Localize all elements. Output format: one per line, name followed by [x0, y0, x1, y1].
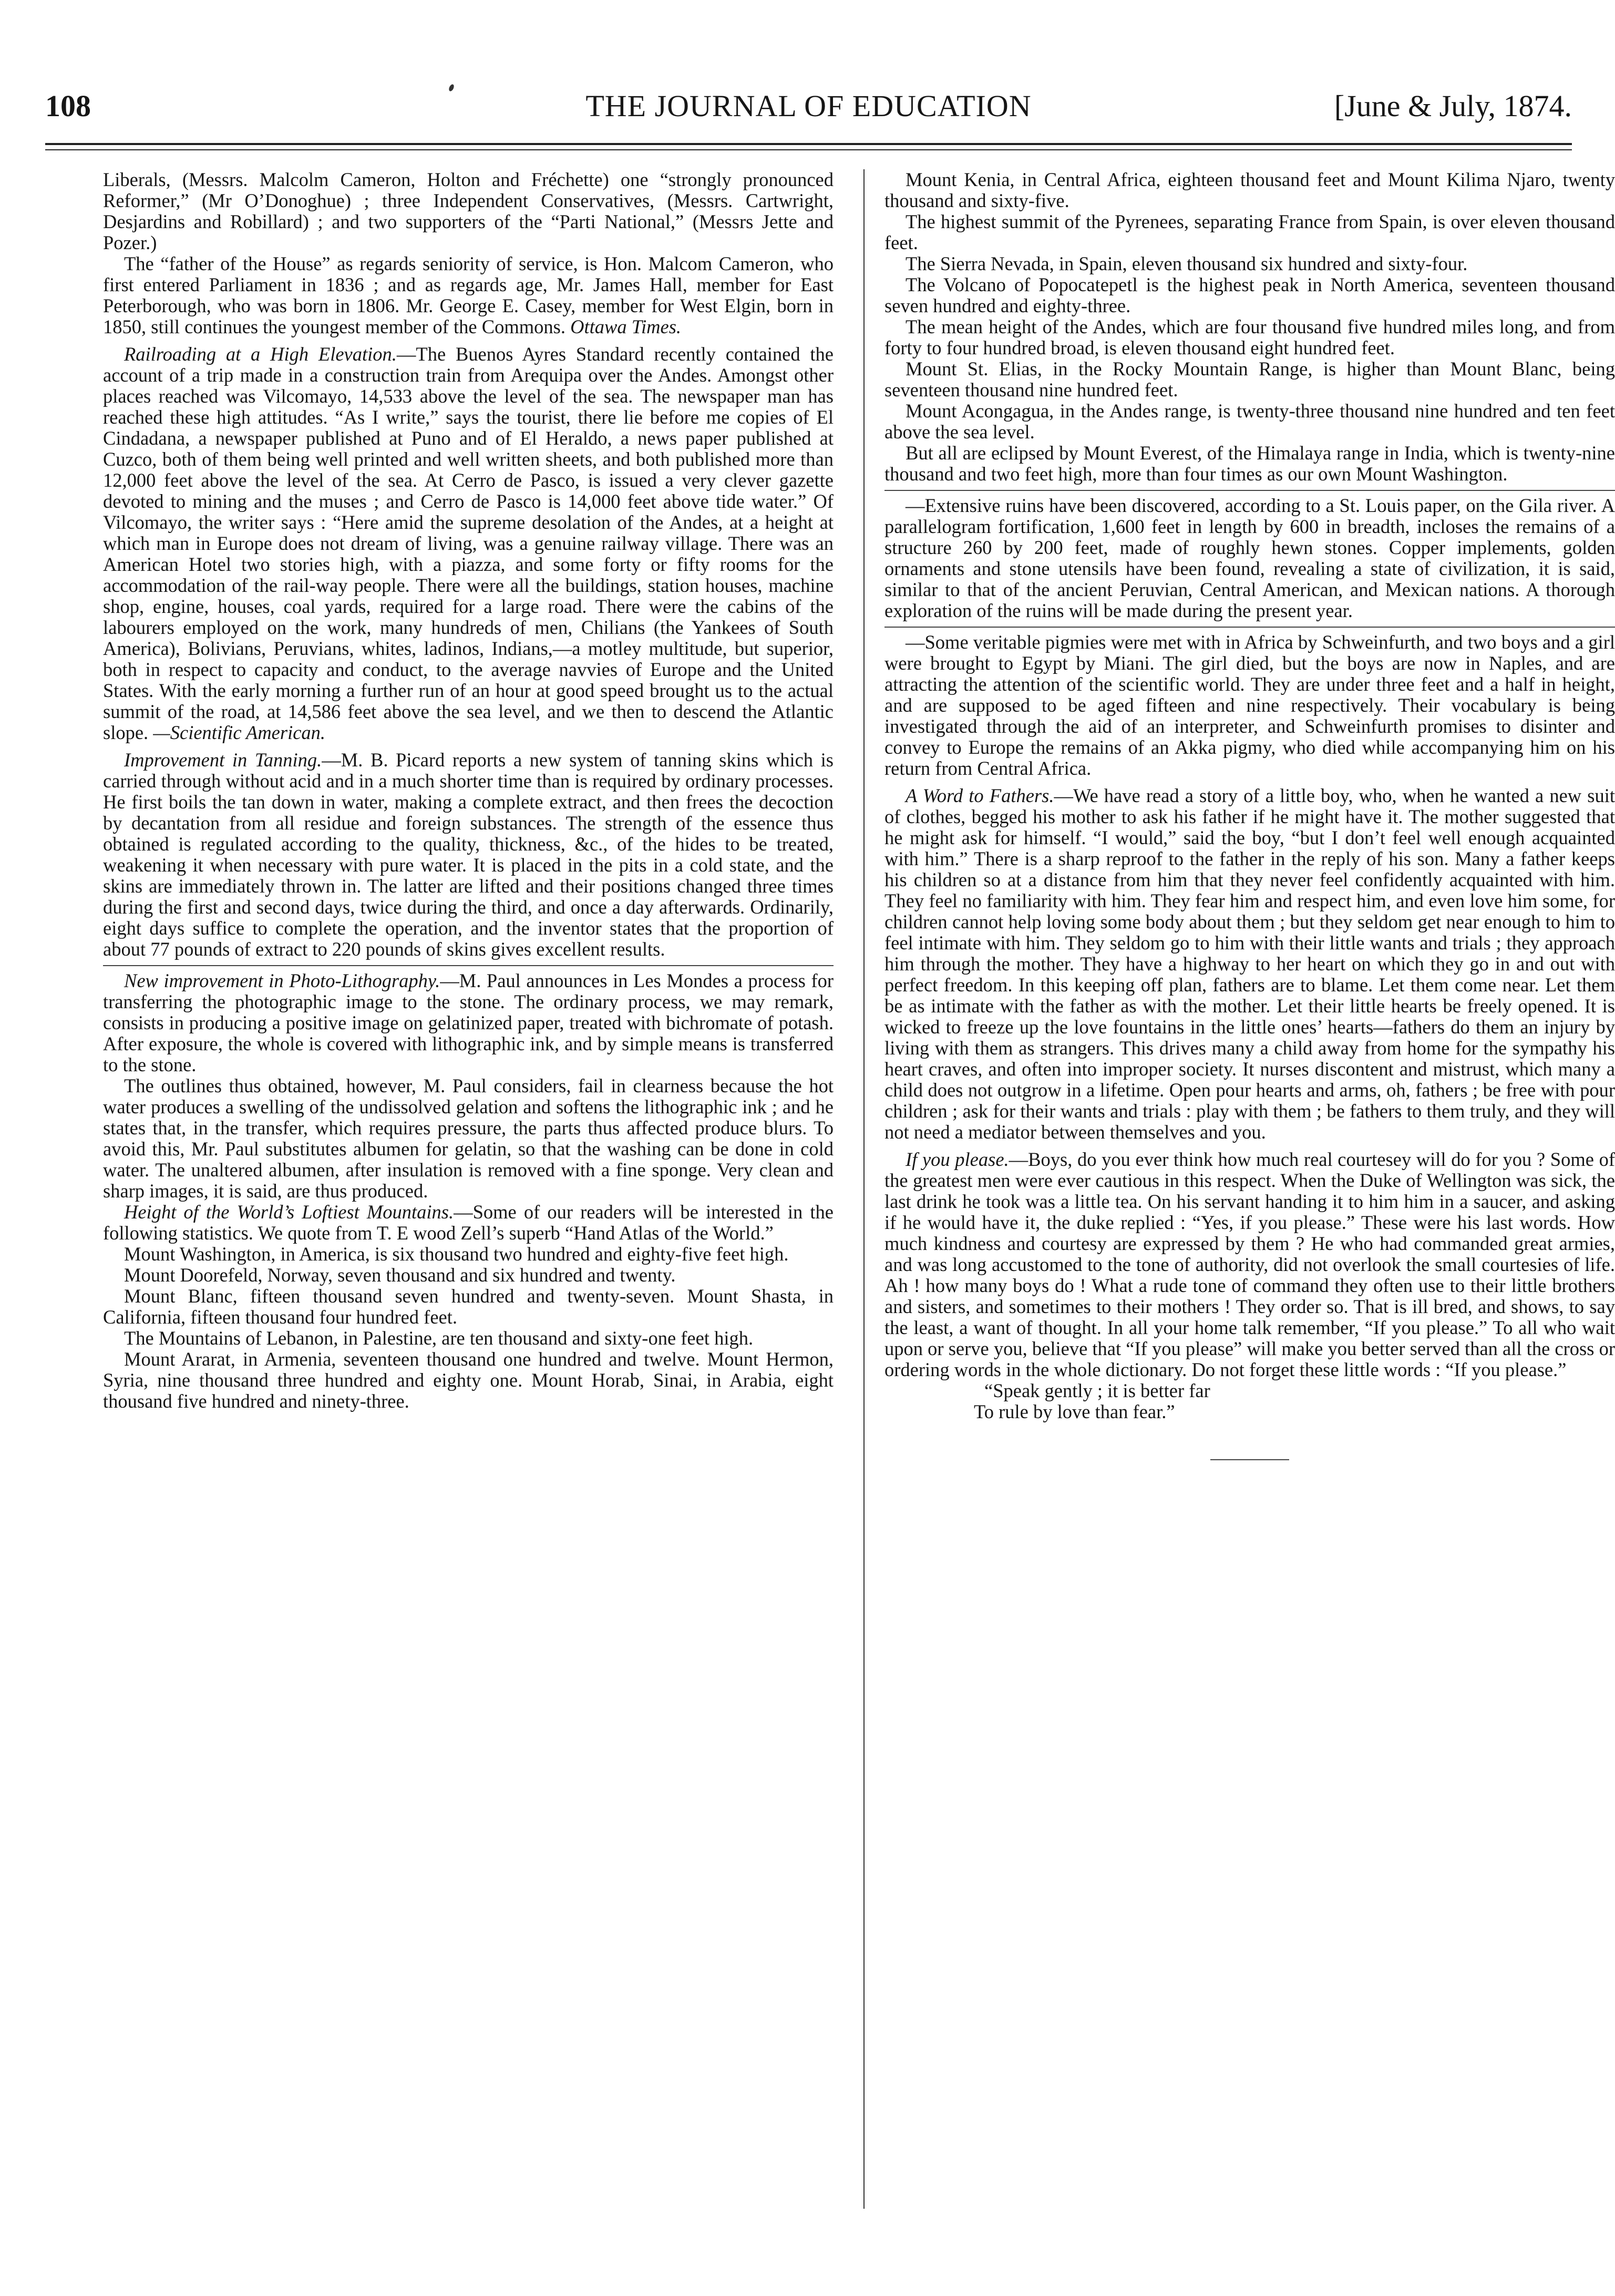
article-text: —Extensive ruins have been discovered, according to a St. Louis paper, on the Gila river. A parallelogram fortification, 1,600 feet in length by 600 in breadth, incloses the remains of a structure 260 by 200 feet, made of roughly hewn stones. Copper implements, golden ornaments and stone utensils have been found, revealing a state of civilization, it is said, similar to that of the ancient Peruvian, Central American, and Mexican nations. A thorough exploration of the ruins will be made during the present year. [884, 495, 1615, 621]
article-text: —The Buenos Ayres Standard recently contained the account of a trip made in a construction train from Arequipa over the Andes. Amongst other places reached was Vilcomayo, 14,533 above the level of the sea. The newspaper man has reached these high attitudes. “As I write,” says the tourist, there lie before me copies of El Cindadana, a newspaper published at Puno and of El Heraldo, a news paper published at Cuzco, both of them being well printed and well written sheets, and both published more than 12,000 feet above the level of the sea. At Cerro de Pasco, is issued a very clever gazette devoted to mining and the muses ; and Cerro de Pasco is 14,000 feet above tide water.” Of Vilcomayo, the writer says : “Here amid the supreme desolation of the Andes, at a height at which man in Europe does not dream of living, was a genuine railway village. There was an American Hotel two stories high, with a piazza, and some forty or fifty rooms for the accommodation of the rail-way people. There were all the buildings, station houses, machine shop, engine, houses, coal yards, required for a large road. There were the cabins of the labourers employed on the work, many hundreds of men, Chilians (the Yankees of South America), Bolivians, Peruvians, whites, ladinos, Indians,—a motley multitude, but superior, both in respect to capacity and conduct, to the average navvies of Europe and the United States. With the early morning a further run of an hour at good speed brought us to the actual summit of the road, at 14,586 feet above the sea level, and we then to descend the Atlantic slope. [103, 343, 834, 743]
article-text: The Volcano of Popocatepetl is the highest peak in North America, seventeen thousand seven hundred and eighty-three. [884, 274, 1615, 316]
article-text: The highest summit of the Pyrenees, separating France from Spain, is over eleven thousand feet. [884, 211, 1615, 253]
article-paragraph [884, 401, 1615, 443]
left-column [103, 169, 834, 2261]
article-heading: Improvement in Tanning. [124, 749, 322, 771]
verse-quote [884, 1380, 1615, 1422]
article-text: Liberals, (Messrs. Malcolm Cameron, Holton and Fréchette) one “strongly pronounced Reformer,” (Mr O’Donoghue) ; three Independent Conservatives, (Messrs. Cartwright, Desjardins and Robillard) ; and two supporters of the “Parti National,” (Messrs Jette and Pozer.) [103, 169, 834, 253]
issue-date: [June & July, 1874. [1334, 89, 1572, 123]
article-text: Mount Blanc, fifteen thousand seven hundred and twenty-seven. Mount Shasta, in California, fifteen thousand four hundred feet. [103, 1285, 834, 1328]
article-text: Mount Kenia, in Central Africa, eighteen thousand feet and Mount Kilima Njaro, twenty thousand and sixty-five. [884, 169, 1615, 211]
article-heading: New improvement in Photo-Lithography. [124, 970, 440, 991]
article-text: —Boys, do you ever think how much real courtesey will do for you ? Some of the greatest men were ever cautious in this respect. When the Duke of Wellington was sick, the last drink he took was a little tea. On his servant handing it to him him in a saucer, and asking if he would have it, the duke replied : “Yes, if you please.” These were his last words. How much kindness and courtesy are expressed by them ? He who had commanded great armies, and was long accustomed to the tone of authority, did not overlook the small courtesies of life. Ah ! how many boys do ! What a rude tone of command they often use to their little brothers and sisters, and sometimes to their mothers ! They order so. That is ill bred, and shows, to say the least, a want of thought. In all your home talk remember, “If you please.” To all who wait upon or serve you, believe that “If you please” will make you better served than all the cross or ordering words in the whole dictionary. Do not forget these little words : “If you please.” [884, 1149, 1615, 1380]
section-separator [103, 965, 834, 966]
article-text: —M. Paul announces in Les Mondes a process for transferring the photographic image to the stone. The ordinary process, we may remark, consists in producing a positive image on gelatinized paper, treated with bichromate of potash. After exposure, the whole is covered with lithographic ink, and by simple means is transferred to the stone. [103, 970, 834, 1075]
article-paragraph [103, 1244, 834, 1265]
header-rule-thin [45, 149, 1572, 150]
end-rule [1210, 1459, 1289, 1460]
article-paragraph [884, 632, 1615, 779]
article-text: Mount Doorefeld, Norway, seven thousand and six hundred and twenty. [124, 1264, 676, 1286]
article-paragraph [103, 750, 834, 960]
article-heading: Height of the World’s Loftiest Mountains. [124, 1201, 454, 1223]
section-separator [884, 490, 1615, 491]
verse-line: To rule by love than fear.” [974, 1401, 1175, 1422]
article-heading: A Word to Fathers. [906, 785, 1054, 806]
article-paragraph [103, 970, 834, 1075]
article-text: The outlines thus obtained, however, M. Paul considers, fail in clearness because the hot water produces a swelling of the undissolved gelation and softens the lithographic ink ; and he states that, in the transfer, which requires pressure, the parts thus affected produce blurs. To avoid this, Mr. Paul substitutes albumen for gelatin, so that the washing can be done in cold water. The unaltered albumen, after insulation is removed with a fine sponge. Very clean and sharp images, it is said, are thus produced. [103, 1075, 834, 1202]
article-paragraph [103, 253, 834, 337]
article-paragraph [884, 253, 1615, 274]
article-text: Mount Ararat, in Armenia, seventeen thousand one hundred and twelve. Mount Hermon, Syria, nine thousand three hundred and eighty one. Mount Horab, Sinai, in Arabia, eight thousand five hundred and ninety-three. [103, 1348, 834, 1412]
article-text: —We have read a story of a little boy, who, when he wanted a new suit of clothes, begged his mother to ask his father if he might have it. The mother suggested that he might ask for himself. “I would,” said the boy, “but I don’t feel well enough acquainted with him.” There is a sharp reproof to the father in the reply of his son. Many a father keeps his children so at a distance from him that they never feel confidently acquainted with him. They feel no familiarity with him. They fear him and respect him, and even love him some, for children cannot help loving some body about them ; but they seldom get near enough to him to feel intimate with him. They seldom go to him with their little wants and trials ; they approach him through the mother. They have a highway to her heart on which they go in and out with perfect freedom. In this keeping off plan, fathers are to blame. Let them come near. Let them be as intimate with the father as with the mother. Let their little hearts be freely opened. It is wicked to freeze up the love fountains in the little ones’ hearts—fathers do them an injury by living with them as strangers. This drives many a child away from home for the sympathy his heart craves, and often into improper society. It nurses discontent and mistrust, which many a child does not outgrow in a lifetime. Open pour hearts and arms, oh, fathers ; be free with pour children ; ask for their wants and trials : play with them ; be fathers to them truly, and they will not need a mediator between themselves and you. [884, 785, 1615, 1143]
article-text: The Mountains of Lebanon, in Palestine, are ten thousand and sixty-one feet high. [124, 1327, 754, 1349]
article-source: —Scientific American. [153, 722, 326, 743]
article-paragraph [884, 169, 1615, 211]
journal-title: THE JOURNAL OF EDUCATION [585, 89, 1032, 123]
right-column [884, 169, 1615, 2261]
article-paragraph [103, 1075, 834, 1202]
article-heading: Railroading at a High Elevation. [124, 343, 397, 365]
article-text: The “father of the House” as regards seniority of service, is Hon. Malcom Cameron, who first entered Parliament in 1836 ; and as regards age, Mr. James Hall, member for East Peterborough, who was born in 1806. Mr. George E. Casey, member for West Elgin, born in 1850, still continues the youngest member of the Commons. [103, 253, 834, 337]
article-paragraph [884, 358, 1615, 401]
article-paragraph [103, 169, 834, 253]
article-heading: If you please. [906, 1149, 1009, 1170]
article-text: The Sierra Nevada, in Spain, eleven thousand six hundred and sixty-four. [906, 253, 1468, 274]
header-rule-thick [45, 143, 1572, 145]
article-text: —Some of our readers will be interested in the following statistics. We quote from T. E wood Zell’s superb “Hand Atlas of the World.” [103, 1201, 834, 1244]
article-text: The mean height of the Andes, which are four thousand five hundred miles long, and from forty to four hundred broad, is eleven thousand eight hundred feet. [884, 316, 1615, 358]
article-text: —M. B. Picard reports a new system of tanning skins which is carried through without acid and in a much shorter time than is required by ordinary processes. He first boils the tan down in water, making a complete extract, and then frees the decoction by decantation from all residue and foreign substances. The strength of the essence thus obtained is regulated according to the quality, thickness, &c., of the hides to be treated, weakening it when necessary with pure water. It is placed in the pits in a cold state, and the skins are immediately thrown in. The latter are lifted and their positions changed three times during the first and second days, twice during the third, and once a day afterwards. Ordinarily, eight days suffice to complete the operation, and the inventor states that the proportion of about 77 pounds of extract to 220 pounds of skins gives excellent results. [103, 749, 834, 960]
article-paragraph [103, 1202, 834, 1244]
page-number: 108 [45, 89, 91, 123]
article-paragraph [884, 443, 1615, 485]
article-text: Mount Washington, in America, is six thousand two hundred and eighty-five feet high. [124, 1243, 789, 1265]
article-paragraph [103, 344, 834, 743]
article-paragraph [884, 1149, 1615, 1380]
article-paragraph [103, 1286, 834, 1328]
article-text: Mount St. Elias, in the Rocky Mountain Range, is higher than Mount Blanc, being seventeen thousand nine hundred feet. [884, 358, 1615, 401]
article-paragraph [884, 785, 1615, 1143]
verse-line: “Speak gently ; it is better far [984, 1380, 1210, 1401]
article-paragraph [884, 211, 1615, 253]
article-text: —Some veritable pigmies were met with in Africa by Schweinfurth, and two boys and a girl were brought to Egypt by Miani. The girl died, but the boys are now in Naples, and are attracting the attention of the scientific world. They are under three feet and a half in height, and are supposed to be aged fifteen and nine respectively. Their vocabulary is being investigated through the aid of an interpreter, and Schweinfurth promises to disinter and convey to Europe the remains of an Akka pigmy, who died while accompanying him on his return from Central Africa. [884, 631, 1615, 779]
article-source: Ottawa Times. [570, 316, 682, 337]
article-paragraph [884, 495, 1615, 621]
article-paragraph [103, 1328, 834, 1349]
article-text: But all are eclipsed by Mount Everest, of the Himalaya range in India, which is twenty-nine thousand and two feet high, more than four times as our own Mount Washington. [884, 442, 1615, 485]
article-text: Mount Acongagua, in the Andes range, is twenty-three thousand nine hundred and ten feet above the sea level. [884, 400, 1615, 443]
article-paragraph [103, 1349, 834, 1412]
section-separator [884, 627, 1615, 628]
article-paragraph [103, 1265, 834, 1286]
column-divider [863, 169, 865, 2209]
page-header [45, 88, 1572, 136]
article-paragraph [884, 316, 1615, 358]
article-paragraph [884, 274, 1615, 316]
